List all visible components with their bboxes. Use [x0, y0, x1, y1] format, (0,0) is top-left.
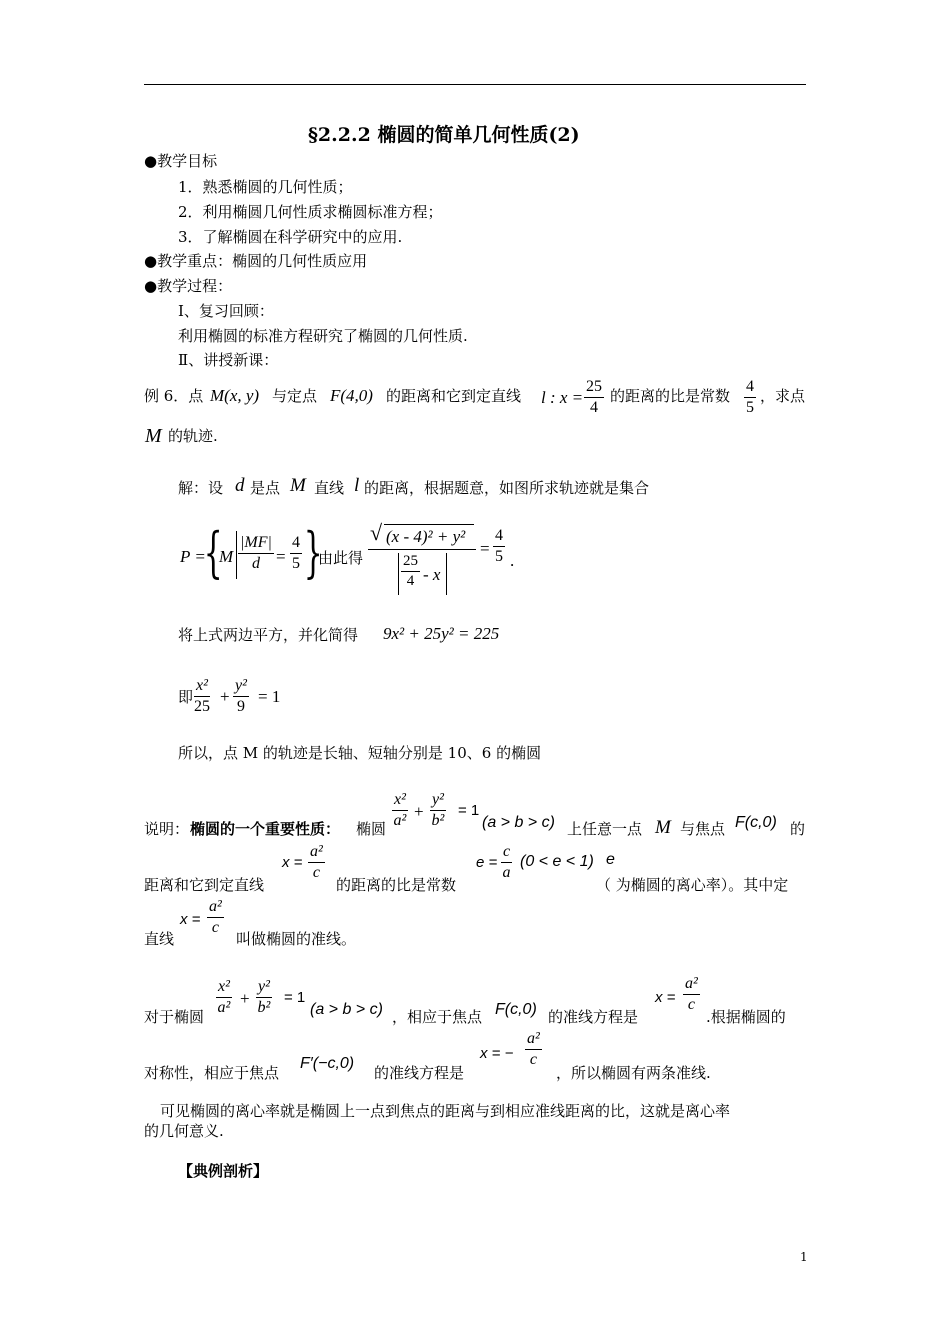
abs-tail: - x [423, 565, 441, 584]
conclusion-text: 所以，点 M 的轨迹是长轴、短轴分别是 10、6 的椭圆 [178, 744, 542, 762]
example6-text-2: 与定点 [272, 387, 318, 405]
goal-item-3: 3．了解椭圆在科学研究中的应用. [178, 228, 403, 246]
square-equation: 9x² + 25y² = 225 [383, 624, 500, 643]
abs-right-bar [446, 553, 447, 595]
process-heading: ●教学过程： [144, 277, 233, 295]
solution-text-2: 是点 [250, 479, 281, 497]
set-p-label: P = [180, 547, 206, 566]
set-right-brace: } [303, 521, 323, 584]
ji-label: 即 [178, 688, 194, 706]
directrix-focus-prime: F′(−c,0) [300, 1055, 355, 1072]
review-heading: Ⅰ、复习回顾： [178, 302, 274, 320]
solution-d: d [235, 475, 245, 496]
sqrt-body: (x - 4)² + y² [386, 527, 466, 546]
header-rule [144, 84, 806, 85]
note-e-eq: e = [476, 854, 498, 871]
note-text-1: 上任意一点 [567, 820, 643, 838]
result-fraction [493, 527, 505, 567]
page-title: §2.2.2 椭圆的简单几何性质(2) [308, 124, 580, 146]
directrix-text-6: 的准线方程是 [374, 1064, 465, 1082]
directrix-plus: + [240, 989, 250, 1008]
note-condition: (a > b > c) [482, 814, 555, 831]
section-heading: 【典例剖析】 [178, 1162, 269, 1180]
result-dot: . [510, 551, 515, 570]
directrix-text-1: 对于椭圆 [144, 1008, 205, 1026]
solution-text-3: 直线 [314, 479, 345, 497]
directrix-text-7: ，所以椭圆有两条准线. [556, 1064, 711, 1082]
directrix-x-neg: x = − [480, 1045, 514, 1062]
solution-m: M [290, 475, 306, 496]
fraction-denominator: c [312, 864, 320, 882]
solution-text-4: 的距离，根据题意，如图所求轨迹就是集合 [364, 479, 650, 497]
set-left-brace: { [203, 521, 223, 584]
fraction-numerator: 25 [401, 553, 420, 572]
note-directrix-x-2: x = [180, 911, 201, 928]
fraction-numerator: x² [194, 677, 210, 697]
big-fraction-bar [368, 549, 476, 550]
fraction-numerator: 4 [290, 534, 302, 554]
note-equals-one: = 1 [458, 802, 480, 819]
fraction-denominator: c [211, 919, 219, 937]
ji-equals-one: = 1 [258, 687, 281, 706]
goal-item-2: 2．利用椭圆几何性质求椭圆标准方程； [178, 203, 443, 221]
fraction-numerator: 4 [493, 527, 505, 547]
fraction-numerator: 4 [744, 378, 756, 398]
fraction-numerator: y² [256, 978, 272, 998]
example6-point-m: M(x, y) [210, 386, 260, 405]
fraction-numerator: x² [392, 791, 408, 811]
example6-ratio-fraction [744, 378, 756, 418]
directrix-fraction-x [216, 978, 232, 1018]
note-m: M [655, 817, 671, 838]
summary-line-1: 可见椭圆的离心率就是椭圆上一点到焦点的距离与到相应准线距离的比，这就是离心率 [160, 1102, 731, 1120]
fraction-numerator: x² [216, 978, 232, 998]
directrix-condition: (a > b > c) [310, 1001, 383, 1018]
fraction-denominator: b² [257, 999, 271, 1017]
set-ratio-fraction [290, 534, 302, 574]
ji-fraction-y [233, 677, 249, 717]
fraction-denominator: c [687, 996, 695, 1014]
note-fraction-x [392, 791, 408, 831]
note-label: 说明： [144, 820, 190, 838]
from-this-text: 由此得 [318, 549, 364, 567]
page-number: 1 [800, 1250, 808, 1264]
key-point: ●教学重点：椭圆的几何性质应用 [144, 252, 368, 270]
summary-line-2: 的几何意义. [144, 1122, 224, 1140]
result-equals: = [480, 539, 490, 558]
solution-text-1: 解：设 [178, 479, 224, 497]
example6-text-4: 的距离的比是常数 [610, 387, 731, 405]
note-bold-text: 椭圆的一个重要性质： [190, 820, 341, 838]
fraction-denominator: a [502, 864, 511, 882]
directrix-equals-one: = 1 [284, 989, 306, 1006]
example6-focus: F(4,0) [330, 386, 373, 405]
set-element-m: M [219, 547, 234, 566]
directrix-text-5: 对称性，相应于焦点 [144, 1064, 280, 1082]
fraction-numerator: a² [308, 843, 325, 863]
fraction-numerator: a² [683, 975, 700, 995]
abs-left-bar [398, 553, 399, 595]
directrix-fraction [683, 975, 700, 1015]
example6-text-3: 的距离和它到定直线 [386, 387, 522, 405]
ji-fraction-x [194, 677, 210, 717]
sqrt-symbol: √ [370, 520, 383, 545]
directrix-x-eq: x = [655, 989, 676, 1006]
fraction-denominator: 4 [590, 399, 598, 417]
fraction-denominator: 25 [194, 698, 210, 716]
abs-inner-fraction [401, 553, 420, 591]
note-directrix-x: x = [282, 854, 303, 871]
fraction-denominator: a² [217, 999, 231, 1017]
new-lesson-heading: Ⅱ、讲授新课： [178, 351, 279, 369]
ji-plus: + [220, 687, 230, 706]
note-text-4: 距离和它到定直线 [144, 876, 265, 894]
fraction-denominator: c [529, 1051, 537, 1069]
example6-text-1: 例 6．点 [144, 387, 204, 405]
fraction-numerator: c [501, 843, 512, 863]
fraction-denominator: 5 [495, 548, 503, 566]
fraction-numerator: 25 [584, 378, 604, 398]
set-equals: = [276, 547, 286, 566]
review-text: 利用椭圆的标准方程研究了椭圆的几何性质. [178, 327, 468, 345]
goal-item-1: 1．熟悉椭圆的几何性质； [178, 178, 353, 196]
fraction-denominator: 5 [746, 399, 754, 417]
fraction-denominator: b² [431, 812, 445, 830]
fraction-numerator: a² [207, 898, 224, 918]
directrix-text-3: 的准线方程是 [548, 1008, 639, 1026]
fraction-denominator: 5 [292, 555, 300, 573]
note-text-3: 的 [790, 820, 806, 838]
directrix-text-4: .根据椭圆的 [706, 1008, 786, 1026]
sqrt-overline [384, 524, 474, 525]
note-e-fraction [501, 843, 512, 883]
goals-heading: ●教学目标 [144, 152, 218, 170]
fraction-denominator: 4 [406, 573, 415, 590]
directrix-fraction-y [256, 978, 272, 1018]
fraction-denominator: d [251, 555, 260, 573]
note-e-range: (0 < e < 1) [520, 853, 594, 870]
note-e-symbol: e [606, 851, 615, 868]
note-focus: F(c,0) [735, 814, 777, 831]
example6-text-5: ，求点 [760, 387, 806, 405]
fraction-denominator: 9 [236, 698, 245, 716]
fraction-numerator: |MF| [238, 534, 274, 554]
directrix-neg-fraction [525, 1030, 542, 1070]
note-text-7: 直线 [144, 930, 175, 948]
note-text-8: 叫做椭圆的准线。 [236, 930, 357, 948]
example6-directrix-fraction [584, 378, 604, 418]
fraction-denominator: a² [393, 812, 407, 830]
set-divider [236, 531, 237, 579]
fraction-numerator: y² [233, 677, 249, 697]
note-text-2: 与焦点 [680, 820, 726, 838]
example6-m-symbol: M [145, 425, 162, 447]
note-text-5: 的距离的比是常数 [336, 876, 457, 894]
example6-text-6: 的轨迹. [168, 427, 218, 445]
example6-line: l : x = [541, 388, 584, 407]
fraction-numerator: y² [430, 791, 446, 811]
directrix-focus: F(c,0) [495, 1001, 537, 1018]
fraction-numerator: a² [525, 1030, 542, 1050]
mf-over-d-fraction [238, 534, 274, 574]
solution-l: l [354, 475, 360, 496]
directrix-text-2: ，相应于焦点 [392, 1008, 483, 1026]
note-directrix-fraction [308, 843, 325, 883]
note-fraction-y [430, 791, 446, 831]
note-directrix-fraction-2 [207, 898, 224, 938]
note-plus: + [414, 802, 424, 821]
note-ellipse-word: 椭圆 [356, 820, 387, 838]
square-text: 将上式两边平方，并化简得 [178, 626, 359, 644]
note-text-6: （ 为椭圆的离心率）。其中定 [596, 876, 789, 894]
